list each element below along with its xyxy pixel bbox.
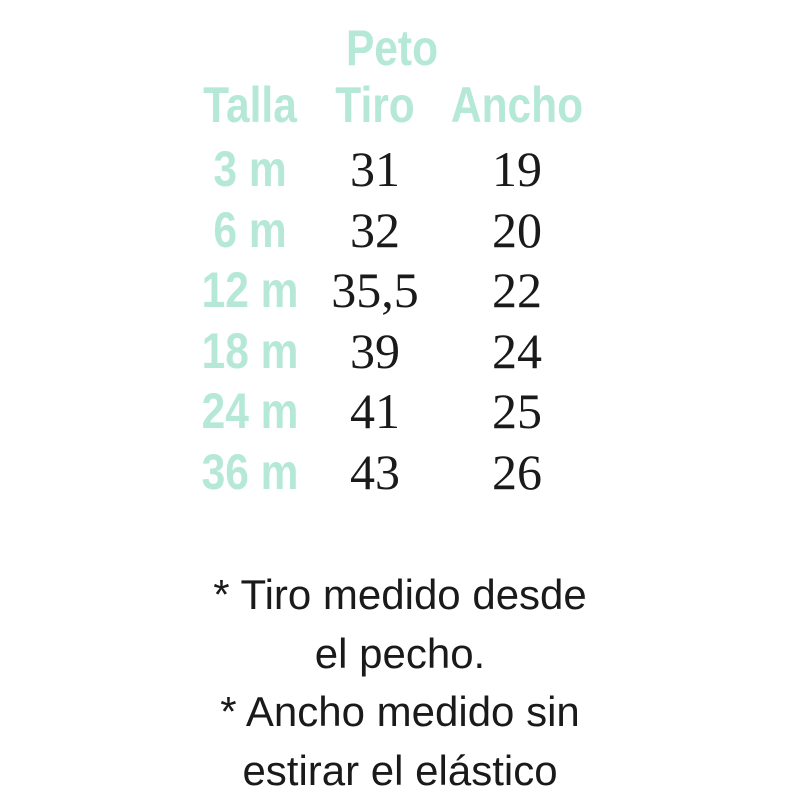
column-header-ancho: Ancho (450, 77, 584, 133)
column-header-row (175, 76, 609, 132)
table-row-18m (175, 321, 609, 382)
note-tiro-line-1: * Tiro medido desde (213, 571, 587, 618)
tiro-value: 35,5 (331, 262, 419, 319)
ancho-value: 25 (492, 383, 542, 440)
talla-cell: 12 m (201, 262, 299, 319)
talla-cell: 18 m (201, 322, 299, 379)
column-header-talla: Talla (203, 77, 297, 133)
note-ancho-line-2: estirar el elástico (242, 746, 558, 794)
tiro-value: 41 (350, 383, 400, 440)
tiro-value: 32 (350, 201, 400, 258)
table-row-6m (175, 200, 609, 261)
table-row-3m (175, 139, 609, 200)
table-row-24m (175, 381, 609, 442)
talla-cell: 24 m (201, 383, 299, 440)
chart-title: Peto (345, 20, 439, 76)
note-tiro-line-2: el pecho. (314, 629, 486, 677)
ancho-value: 19 (492, 141, 542, 198)
table-body (175, 139, 609, 502)
note-ancho-line-1: * Ancho medido sin (220, 688, 580, 735)
table-row-12m (175, 260, 609, 321)
column-header-tiro: Tiro (335, 77, 415, 133)
ancho-value: 22 (492, 262, 542, 319)
ancho-value: 26 (492, 443, 542, 500)
talla-cell: 3 m (213, 141, 287, 198)
table-row-36m (175, 442, 609, 503)
talla-cell: 6 m (213, 201, 287, 258)
ancho-value: 24 (492, 322, 542, 379)
tiro-value: 43 (350, 443, 400, 500)
tiro-value: 39 (350, 322, 400, 379)
tiro-value: 31 (350, 141, 400, 198)
ancho-value: 20 (492, 201, 542, 258)
measurement-notes (0, 566, 800, 800)
talla-cell: 36 m (201, 443, 299, 500)
